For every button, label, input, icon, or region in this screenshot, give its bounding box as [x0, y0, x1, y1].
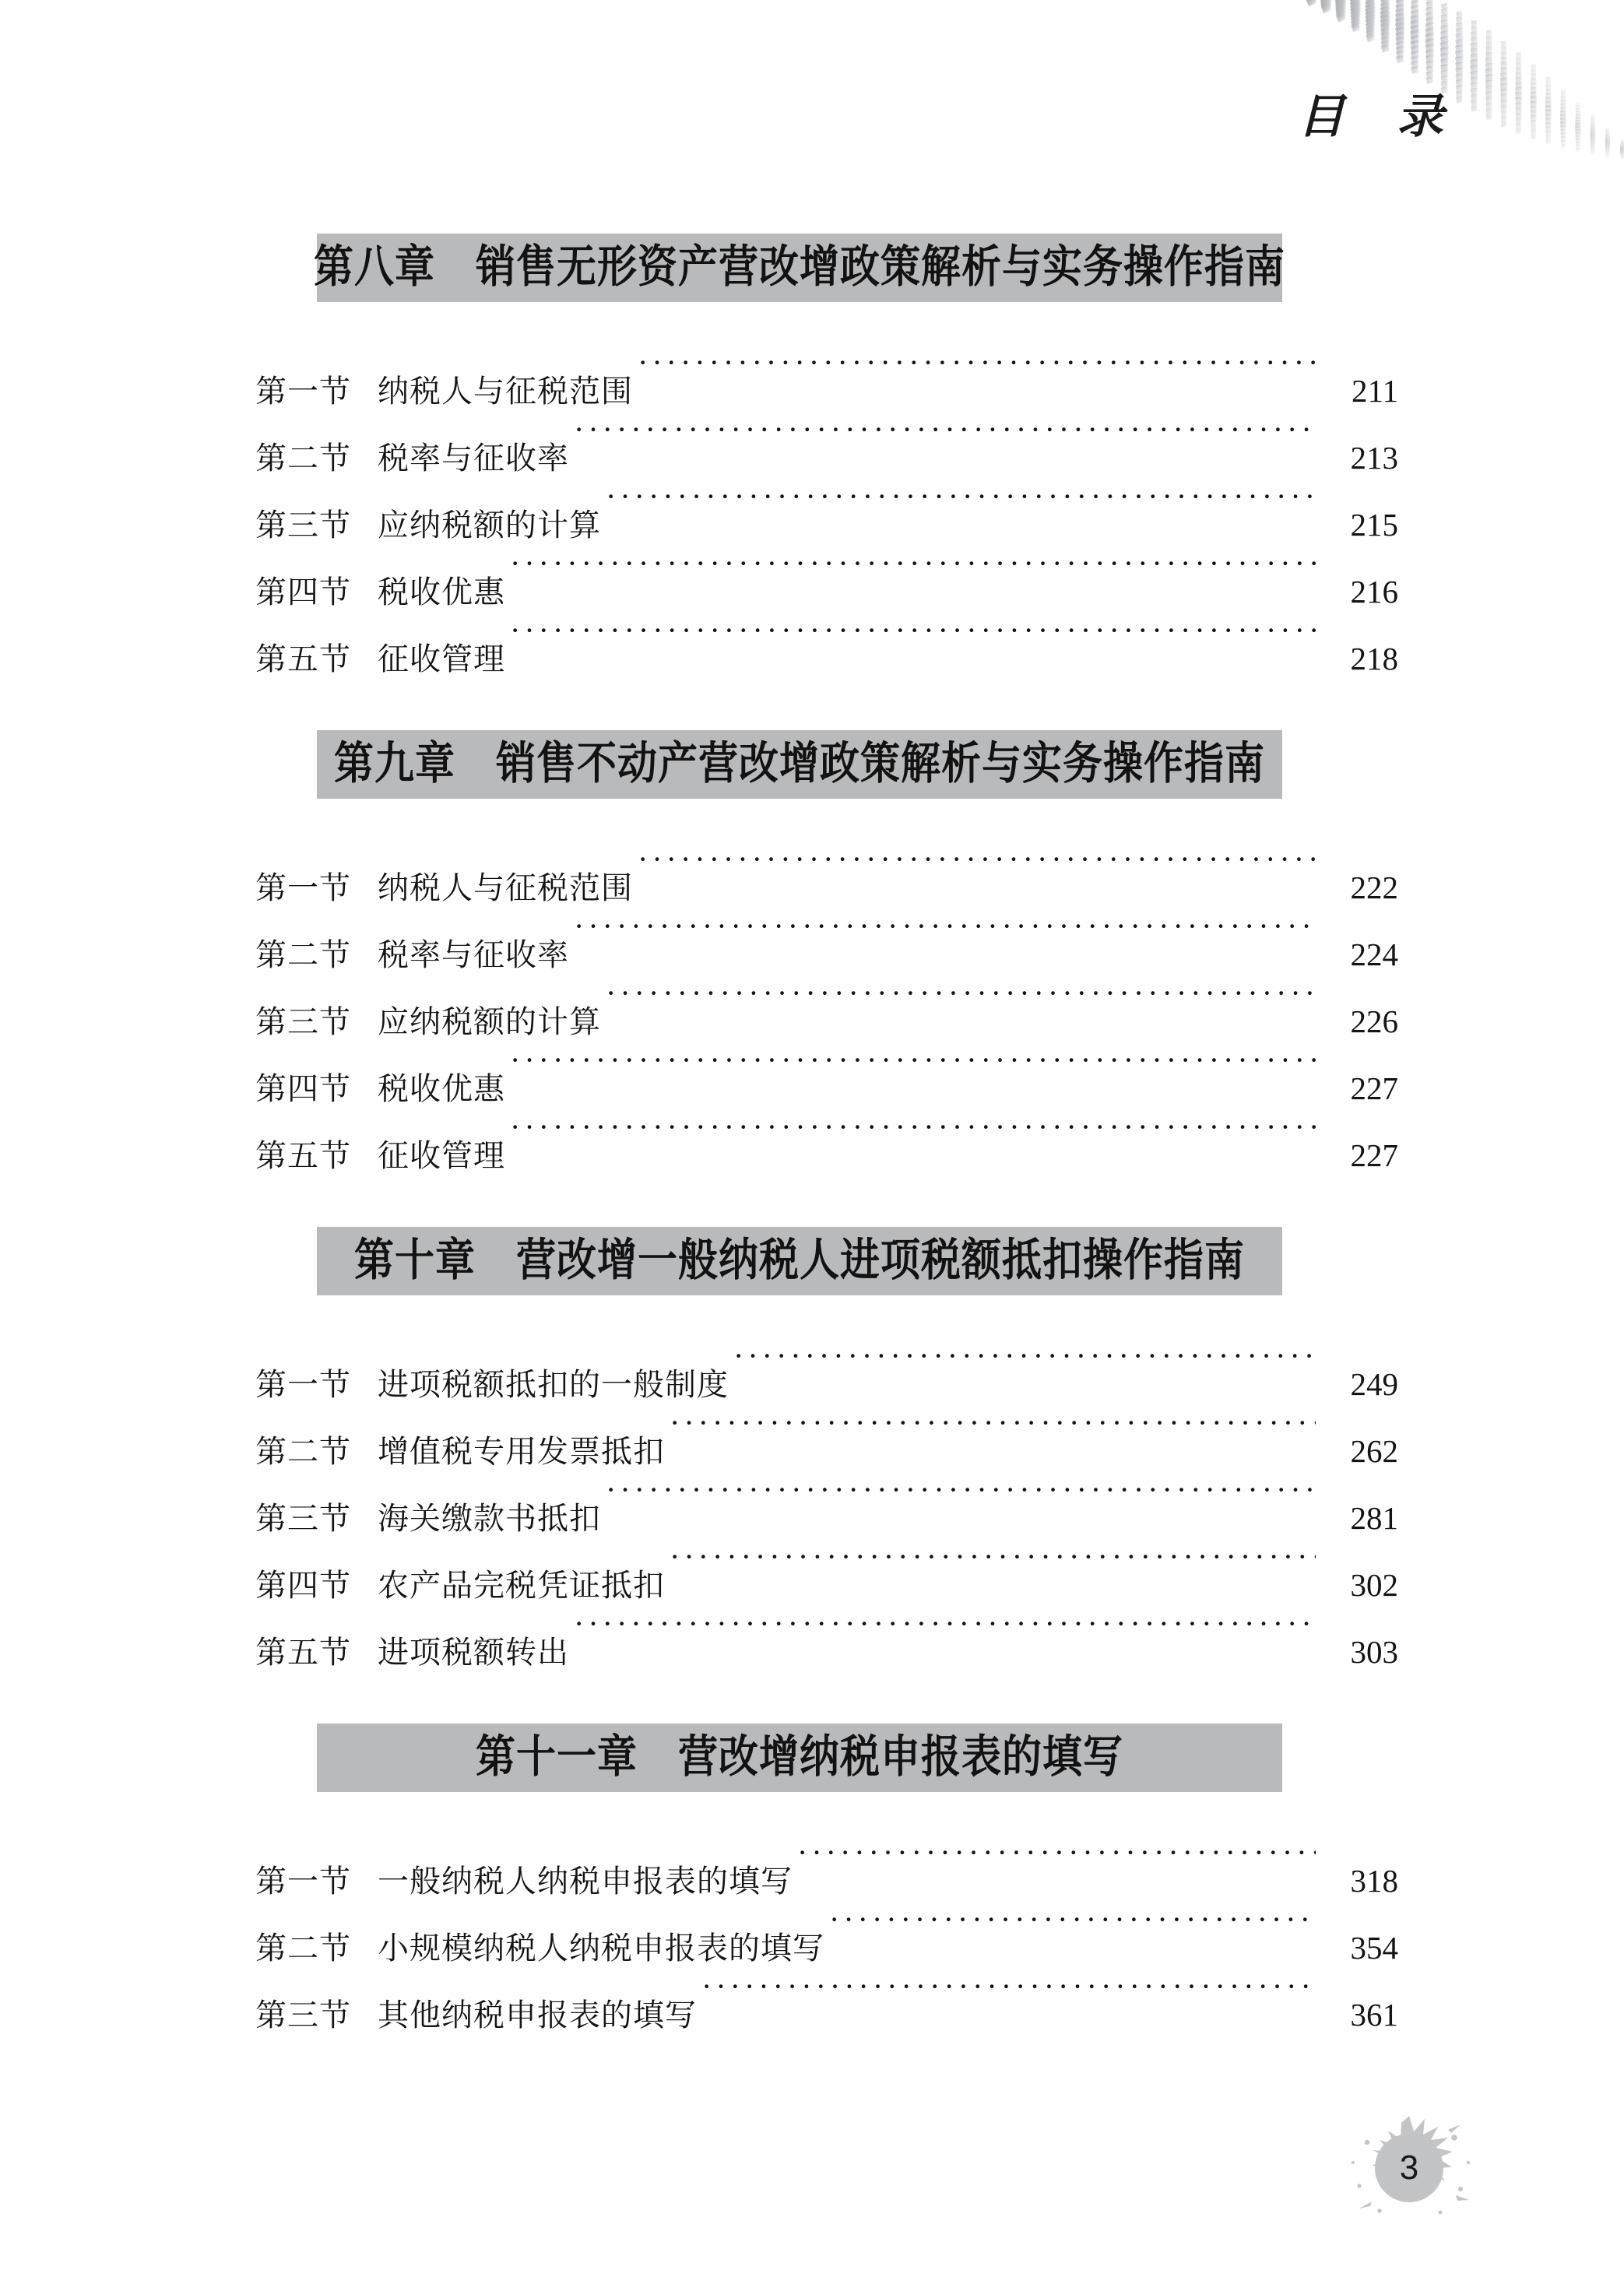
toc-entry-label: 第四节: [255, 1568, 351, 1603]
toc-entry-label: 第一节: [255, 1864, 351, 1899]
toc-entry-label: 第二节: [255, 441, 351, 476]
dot-leader: [733, 1328, 1316, 1395]
spacer: [0, 302, 1624, 335]
toc-entry-title: 税收优惠: [378, 1071, 505, 1106]
toc-entry-title: 税收优惠: [378, 575, 505, 610]
toc-content: [0, 234, 1624, 2033]
toc-entry-page-number: 211: [1352, 373, 1398, 409]
dot-leader: [574, 402, 1316, 469]
chapter-heading-title: 第十章 营改增一般纳税人进项税额抵扣操作指南: [353, 1236, 1245, 1285]
toc-entry[interactable]: [0, 831, 1624, 905]
toc-entry-page-number: 281: [1350, 1500, 1398, 1536]
toc-entry-page-number: 249: [1350, 1366, 1398, 1402]
dot-leader: [606, 1462, 1316, 1529]
chapter-heading-title: 第九章 销售不动产营改增政策解析与实务操作指南: [333, 740, 1265, 789]
dot-leader: [574, 898, 1316, 965]
toc-entry-label: 第五节: [255, 1138, 351, 1173]
dot-leader: [510, 1099, 1316, 1166]
toc-entry-label: 第五节: [255, 641, 351, 676]
dot-leader: [606, 469, 1316, 536]
toc-entry-label: 第三节: [255, 508, 351, 543]
toc-entry-page-number: 227: [1350, 1137, 1398, 1173]
dot-leader: [670, 1529, 1316, 1596]
toc-entry-label: 第四节: [255, 1071, 351, 1106]
dot-leader: [638, 335, 1316, 402]
toc-entry-title: 纳税人与征税范围: [378, 870, 633, 905]
page-header: [0, 93, 1464, 179]
toc-entry-label: 第五节: [255, 1635, 351, 1670]
section-list: [0, 335, 1624, 676]
page-title: 目 录: [1298, 91, 1464, 142]
toc-entry-label: 第二节: [255, 937, 351, 972]
toc-entry-label: 第一节: [255, 870, 351, 905]
toc-entry-page-number: 303: [1350, 1634, 1398, 1670]
toc-entry-page-number: 361: [1350, 1997, 1398, 2033]
toc-entry-title: 征收管理: [378, 1138, 505, 1173]
dot-leader: [638, 831, 1316, 898]
toc-entry-page-number: 226: [1350, 1003, 1398, 1039]
page-number-text: 3: [1399, 2149, 1419, 2187]
toc-entry-title: 纳税人与征税范围: [378, 374, 633, 409]
dot-leader: [829, 1892, 1316, 1959]
toc-entry-title: 税率与征收率: [378, 937, 569, 972]
toc-entry-label: 第一节: [255, 374, 351, 409]
toc-entry-page-number: 302: [1350, 1567, 1398, 1603]
toc-entry-label: 第三节: [255, 1501, 351, 1536]
toc-entry-title: 一般纳税人纳税申报表的填写: [378, 1864, 793, 1899]
chapter-heading-title: 第八章 销售无形资产营改增政策解析与实务操作指南: [314, 243, 1286, 292]
chapter-heading-bar[interactable]: [317, 1227, 1282, 1295]
toc-entry[interactable]: [0, 1825, 1624, 1899]
toc-entry-title: 进项税额抵扣的一般制度: [378, 1367, 729, 1402]
toc-entry-label: 第三节: [255, 1998, 351, 2033]
chapter-heading-bar[interactable]: [314, 234, 1286, 302]
toc-entry-title: 应纳税额的计算: [378, 508, 601, 543]
dot-leader: [574, 1596, 1316, 1663]
dot-leader: [510, 603, 1316, 669]
toc-entry-title: 征收管理: [378, 641, 505, 676]
toc-entry-label: 第一节: [255, 1367, 351, 1402]
toc-entry-label: 第二节: [255, 1434, 351, 1469]
chapter-heading-title: 第十一章 营改增纳税申报表的填写: [475, 1733, 1123, 1782]
toc-entry-page-number: 216: [1350, 574, 1398, 610]
section-list: [0, 1825, 1624, 2033]
spacer: [0, 799, 1624, 831]
toc-entry-label: 第三节: [255, 1004, 351, 1039]
toc-entry-title: 增值税专用发票抵扣: [378, 1434, 665, 1469]
page-number: [1331, 2102, 1487, 2234]
dot-leader: [797, 1825, 1316, 1892]
toc-entry-page-number: 213: [1350, 440, 1398, 476]
toc-entry-page-number: 262: [1350, 1433, 1398, 1469]
toc-entry-page-number: 318: [1350, 1863, 1398, 1899]
dot-leader: [701, 1959, 1316, 2026]
toc-entry-page-number: 354: [1350, 1930, 1398, 1966]
chapter-block: [0, 1663, 1624, 2033]
toc-entry-title: 其他纳税申报表的填写: [378, 1998, 697, 2033]
dot-leader: [510, 1032, 1316, 1099]
toc-entry[interactable]: [0, 335, 1624, 409]
chapter-heading-bar[interactable]: [317, 1724, 1282, 1792]
toc-entry-title: 税率与征收率: [378, 441, 569, 476]
dot-leader: [606, 965, 1316, 1032]
toc-entry-label: 第四节: [255, 575, 351, 610]
chapter-block: [0, 234, 1624, 676]
chapter-block: [0, 669, 1624, 1173]
toc-entry-title: 应纳税额的计算: [378, 1004, 601, 1039]
spacer: [0, 1295, 1624, 1328]
dot-leader: [510, 536, 1316, 603]
toc-entry-page-number: 222: [1350, 870, 1398, 905]
chapter-block: [0, 1166, 1624, 1670]
toc-entry-page-number: 218: [1350, 641, 1398, 676]
toc-entry-page-number: 215: [1350, 507, 1398, 543]
section-list: [0, 831, 1624, 1173]
chapter-heading-bar[interactable]: [317, 730, 1282, 799]
toc-entry[interactable]: [0, 1328, 1624, 1402]
toc-entry-page-number: 227: [1350, 1070, 1398, 1106]
section-list: [0, 1328, 1624, 1670]
toc-entry-title: 海关缴款书抵扣: [378, 1501, 601, 1536]
dot-leader: [670, 1395, 1316, 1462]
toc-entry-page-number: 224: [1350, 936, 1398, 972]
toc-entry-label: 第二节: [255, 1931, 351, 1966]
toc-entry-title: 农产品完税凭证抵扣: [378, 1568, 665, 1603]
spacer: [0, 1792, 1624, 1825]
toc-entry-title: 进项税额转出: [378, 1635, 569, 1670]
toc-entry-title: 小规模纳税人纳税申报表的填写: [378, 1931, 824, 1966]
